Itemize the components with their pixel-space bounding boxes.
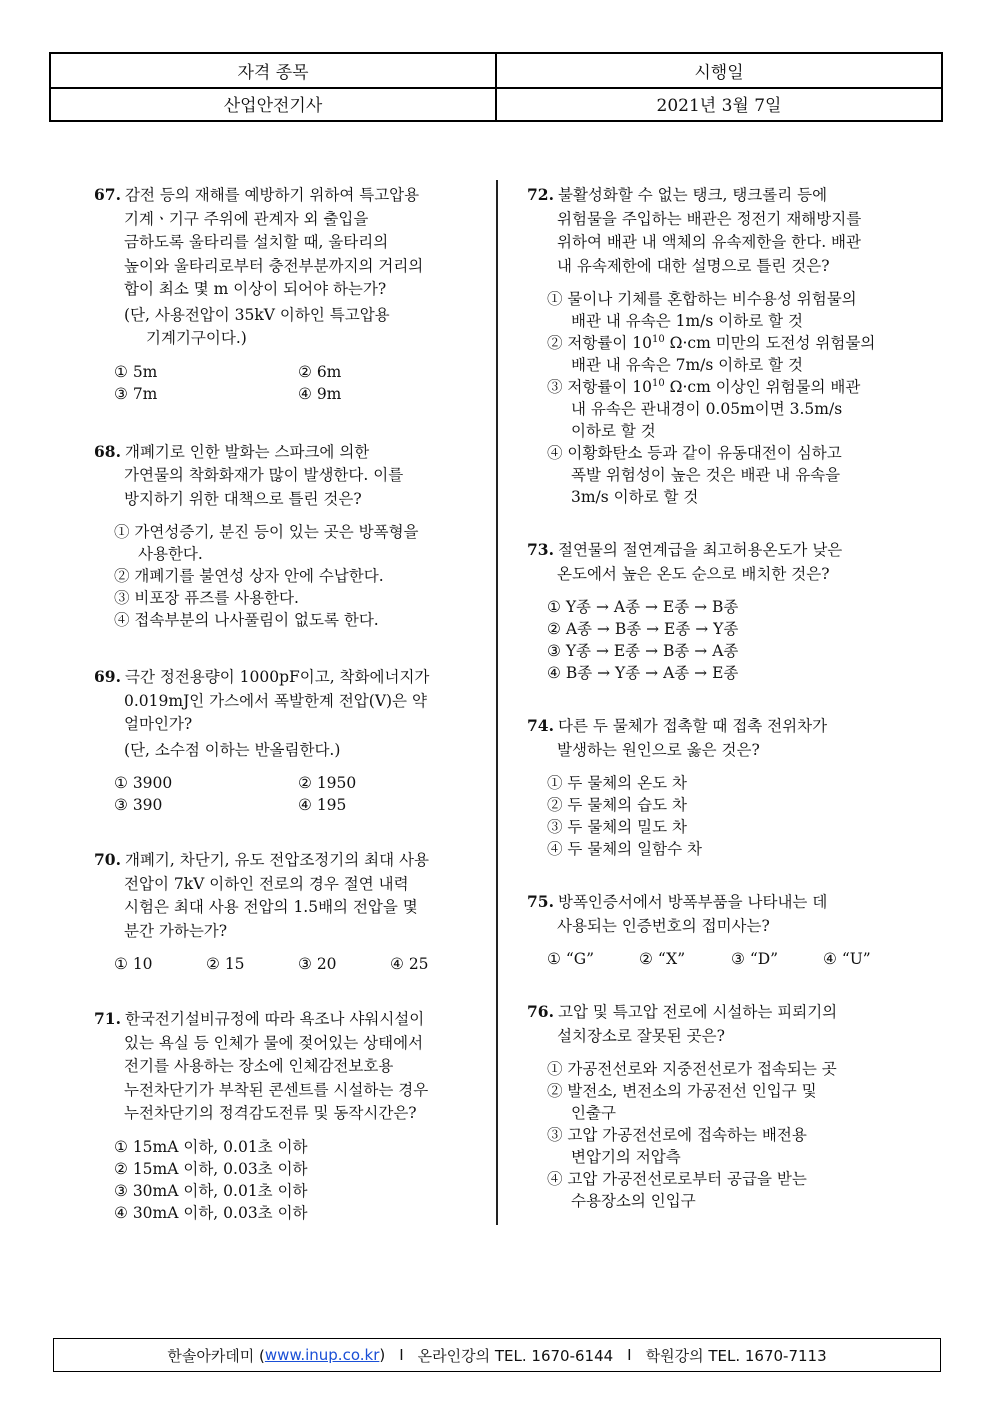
option[interactable]: ② “X”: [639, 950, 686, 968]
option[interactable]: ④ 이황화탄소 등과 같이 유동대전이 심하고 폭발 위험성이 높은 것은 배관 내 유속을 3m/s 이하로 할 것: [547, 444, 842, 506]
question-text: 고압 및 특고압 전로에 시설하는 피뢰기의: [557, 1003, 838, 1021]
option[interactable]: ① 물이나 기체를 혼합하는 비수용성 위험물의 배관 내 유속은 1m/s 이하로 할 것: [547, 290, 857, 330]
question-text: 얼마인가?: [124, 715, 193, 733]
option[interactable]: ③ 20: [298, 955, 337, 973]
question-68: [94, 440, 484, 632]
online-phone: 온라인강의 TEL. 1670-6144: [417, 1346, 614, 1365]
option[interactable]: ④ 30mA 이하, 0.03초 이하: [114, 1203, 308, 1222]
separator: I: [627, 1346, 632, 1364]
option[interactable]: ① Y종 → A종 → E종 → B종: [547, 598, 739, 616]
option[interactable]: ② 저항률이 $10^{10}$ Ω·cm 미만의 도전성 위험물의 배관 내 유속은 7m/s 이하로 할 것: [547, 333, 876, 374]
option[interactable]: ③ 7m: [114, 384, 158, 403]
date-label: 시행일: [694, 63, 744, 83]
options: [94, 772, 484, 816]
options: [527, 596, 917, 684]
option[interactable]: ② A종 → B종 → E종 → Y종: [547, 620, 739, 638]
option[interactable]: ④ 25: [390, 955, 429, 973]
option[interactable]: ② 두 물체의 습도 차: [547, 796, 688, 814]
option[interactable]: ① 가연성증기, 분진 등이 있는 곳은 방폭형을 사용한다.: [114, 523, 419, 563]
question-text: 가연물의 착화화재가 많이 발생한다. 이를: [124, 466, 404, 484]
question-75: [527, 890, 917, 970]
question-70: [94, 848, 484, 975]
question-72: [527, 183, 917, 508]
option[interactable]: ① 15mA 이하, 0.01초 이하: [114, 1137, 308, 1156]
question-text: 금하도록 울타리를 설치할 때, 울타리의: [124, 233, 389, 251]
question-number: 69.: [94, 667, 121, 686]
question-text: 위하여 배관 내 액체의 유속제한을 한다. 배관: [557, 233, 862, 251]
option[interactable]: ① 두 물체의 온도 차: [547, 774, 688, 792]
question-number: 75.: [527, 892, 554, 911]
question-text: 다른 두 물체가 접촉할 때 접촉 전위차가: [557, 717, 828, 735]
question-text: 전기를 사용하는 장소에 인체감전보호용: [124, 1057, 394, 1075]
question-text: 시험은 최대 사용 전압의 1.5배의 전압을 몇: [124, 898, 418, 916]
question-text: 누전차단기의 정격감도전류 및 동작시간은?: [124, 1104, 417, 1122]
subject-label: 자격 종목: [51, 54, 497, 87]
question-text: 전압이 7kV 이하인 전로의 경우 절연 내력: [124, 874, 409, 893]
question-number: 68.: [94, 441, 121, 461]
question-text: 사용되는 인증번호의 접미사는?: [557, 916, 770, 935]
option[interactable]: ① 3900: [114, 774, 173, 792]
options: [527, 948, 917, 970]
options: [527, 288, 917, 508]
question-note: (단, 사용전압이 35kV 이하인 특고압용: [124, 305, 390, 324]
option[interactable]: ② 6m: [298, 362, 342, 381]
option[interactable]: ③ 비포장 퓨즈를 사용한다.: [114, 589, 299, 607]
option[interactable]: ② 1950: [298, 774, 357, 792]
separator: I: [399, 1346, 404, 1364]
footer: [53, 1338, 941, 1372]
question-text: 온도에서 높은 온도 순으로 배치한 것은?: [557, 564, 830, 583]
question-76: [527, 1000, 917, 1212]
question-69: [94, 665, 484, 816]
option[interactable]: ③ 390: [114, 796, 163, 814]
question-text: 내 유속제한에 대한 설명으로 틀린 것은?: [557, 256, 830, 275]
academy-name: 한솔아카데미 (: [167, 1346, 265, 1365]
options: [94, 521, 484, 631]
option[interactable]: ① 가공전선로와 지중전선로가 접속되는 곳: [547, 1060, 837, 1078]
question-number: 67.: [94, 185, 121, 204]
question-note: (단, 소수점 이하는 반올림한다.): [124, 740, 341, 759]
option[interactable]: ③ 30mA 이하, 0.01초 이하: [114, 1181, 308, 1200]
option[interactable]: ③ 저항률이 $10^{10}$ Ω·cm 이상인 위험물의 배관 내 유속은 관내경이 0.05m이면 3.5m/s 이하로 할 것: [547, 377, 861, 440]
subject-value: 산업안전기사: [51, 87, 497, 120]
question-text: 높이와 울타리로부터 충전부분까지의 거리의: [124, 256, 424, 275]
question-text: 발생하는 원인으로 옳은 것은?: [557, 740, 760, 759]
question-number: 72.: [527, 185, 554, 204]
header-row-values: [51, 87, 941, 120]
question-text: 위험물을 주입하는 배관은 정전기 재해방지를: [557, 209, 862, 228]
option[interactable]: ④ “U”: [823, 950, 871, 968]
question-number: 74.: [527, 716, 554, 735]
question-67: [94, 183, 484, 405]
question-74: [527, 714, 917, 860]
question-text: 절연물의 절연계급을 최고허용온도가 낮은: [557, 541, 843, 559]
header-row-labels: [51, 54, 941, 89]
question-text: 한국전기설비규정에 따라 욕조나 샤워시설이: [124, 1010, 425, 1028]
option[interactable]: ③ “D”: [731, 950, 779, 968]
question-71: [94, 1007, 484, 1224]
option[interactable]: ① “G”: [547, 950, 595, 968]
option[interactable]: ④ 접속부분의 나사풀림이 없도록 한다.: [114, 611, 379, 629]
option[interactable]: ④ 195: [298, 796, 347, 814]
question-text: 합이 최소 몇 m 이상이 되어야 하는가?: [124, 280, 387, 298]
options: [94, 361, 484, 405]
question-number: 76.: [527, 1002, 554, 1021]
question-text: 개폐기로 인한 발화는 스파크에 의한: [124, 442, 370, 461]
option[interactable]: ③ 고압 가공전선로에 접속하는 배전용 변압기의 저압측: [547, 1126, 807, 1166]
question-number: 70.: [94, 850, 121, 869]
option[interactable]: ② 개폐기를 불연성 상자 안에 수납한다.: [114, 567, 384, 585]
left-column: [94, 183, 484, 1224]
question-text: 극간 정전용량이 1000pF이고, 착화에너지가: [124, 668, 430, 686]
options: [527, 772, 917, 860]
date-value: 2021년 3월 7일: [656, 96, 782, 116]
question-73: [527, 538, 917, 684]
question-text: 개폐기, 차단기, 유도 전압조정기의 최대 사용: [124, 851, 429, 869]
question-text: 0.019mJ인 가스에서 폭발한계 전압(V)은 약: [124, 691, 427, 710]
option[interactable]: ① 10: [114, 955, 153, 973]
academy-close: ): [379, 1346, 386, 1364]
option[interactable]: ④ 9m: [298, 384, 342, 403]
question-number: 71.: [94, 1009, 121, 1028]
column-divider: [496, 180, 498, 1225]
option[interactable]: ③ 두 물체의 밀도 차: [547, 818, 688, 836]
option[interactable]: ② 15mA 이하, 0.03초 이하: [114, 1159, 308, 1178]
option[interactable]: ② 15: [206, 955, 245, 973]
options: [94, 953, 484, 975]
option[interactable]: ④ 고압 가공전선로로부터 공급을 받는 수용장소의 인입구: [547, 1170, 807, 1210]
header-table: [49, 52, 943, 122]
question-text: 있는 욕실 등 인체가 물에 젖어있는 상태에서: [124, 1033, 424, 1052]
question-text: 감전 등의 재해를 예방하기 위하여 특고압용: [124, 186, 420, 204]
question-text: 기계ㆍ기구 주위에 관계자 외 출입을: [124, 209, 369, 228]
question-number: 73.: [527, 540, 554, 559]
question-text: 방지하기 위한 대책으로 틀린 것은?: [124, 489, 362, 508]
question-text: 설치장소로 잘못된 곳은?: [557, 1026, 725, 1045]
options: [94, 1136, 484, 1224]
question-text: 누전차단기가 부착된 콘센트를 시설하는 경우: [124, 1080, 429, 1099]
option[interactable]: ② 발전소, 변전소의 가공전선 인입구 및 인출구: [547, 1082, 817, 1122]
question-text: 불활성화할 수 없는 탱크, 탱크롤리 등에: [557, 186, 828, 204]
options: [527, 1058, 917, 1212]
right-column: [527, 183, 917, 1212]
option[interactable]: ④ 두 물체의 일함수 차: [547, 840, 702, 858]
website-link[interactable]: www.inup.co.kr: [264, 1346, 380, 1364]
question-note: 기계기구이다.): [146, 329, 247, 347]
question-text: 방폭인증서에서 방폭부품을 나타내는 데: [557, 893, 828, 911]
option[interactable]: ① 5m: [114, 362, 158, 381]
option[interactable]: ③ Y종 → E종 → B종 → A종: [547, 642, 739, 660]
question-text: 분간 가하는가?: [124, 921, 228, 940]
option[interactable]: ④ B종 → Y종 → A종 → E종: [547, 664, 739, 682]
offline-phone: 학원강의 TEL. 1670-7113: [645, 1346, 827, 1365]
